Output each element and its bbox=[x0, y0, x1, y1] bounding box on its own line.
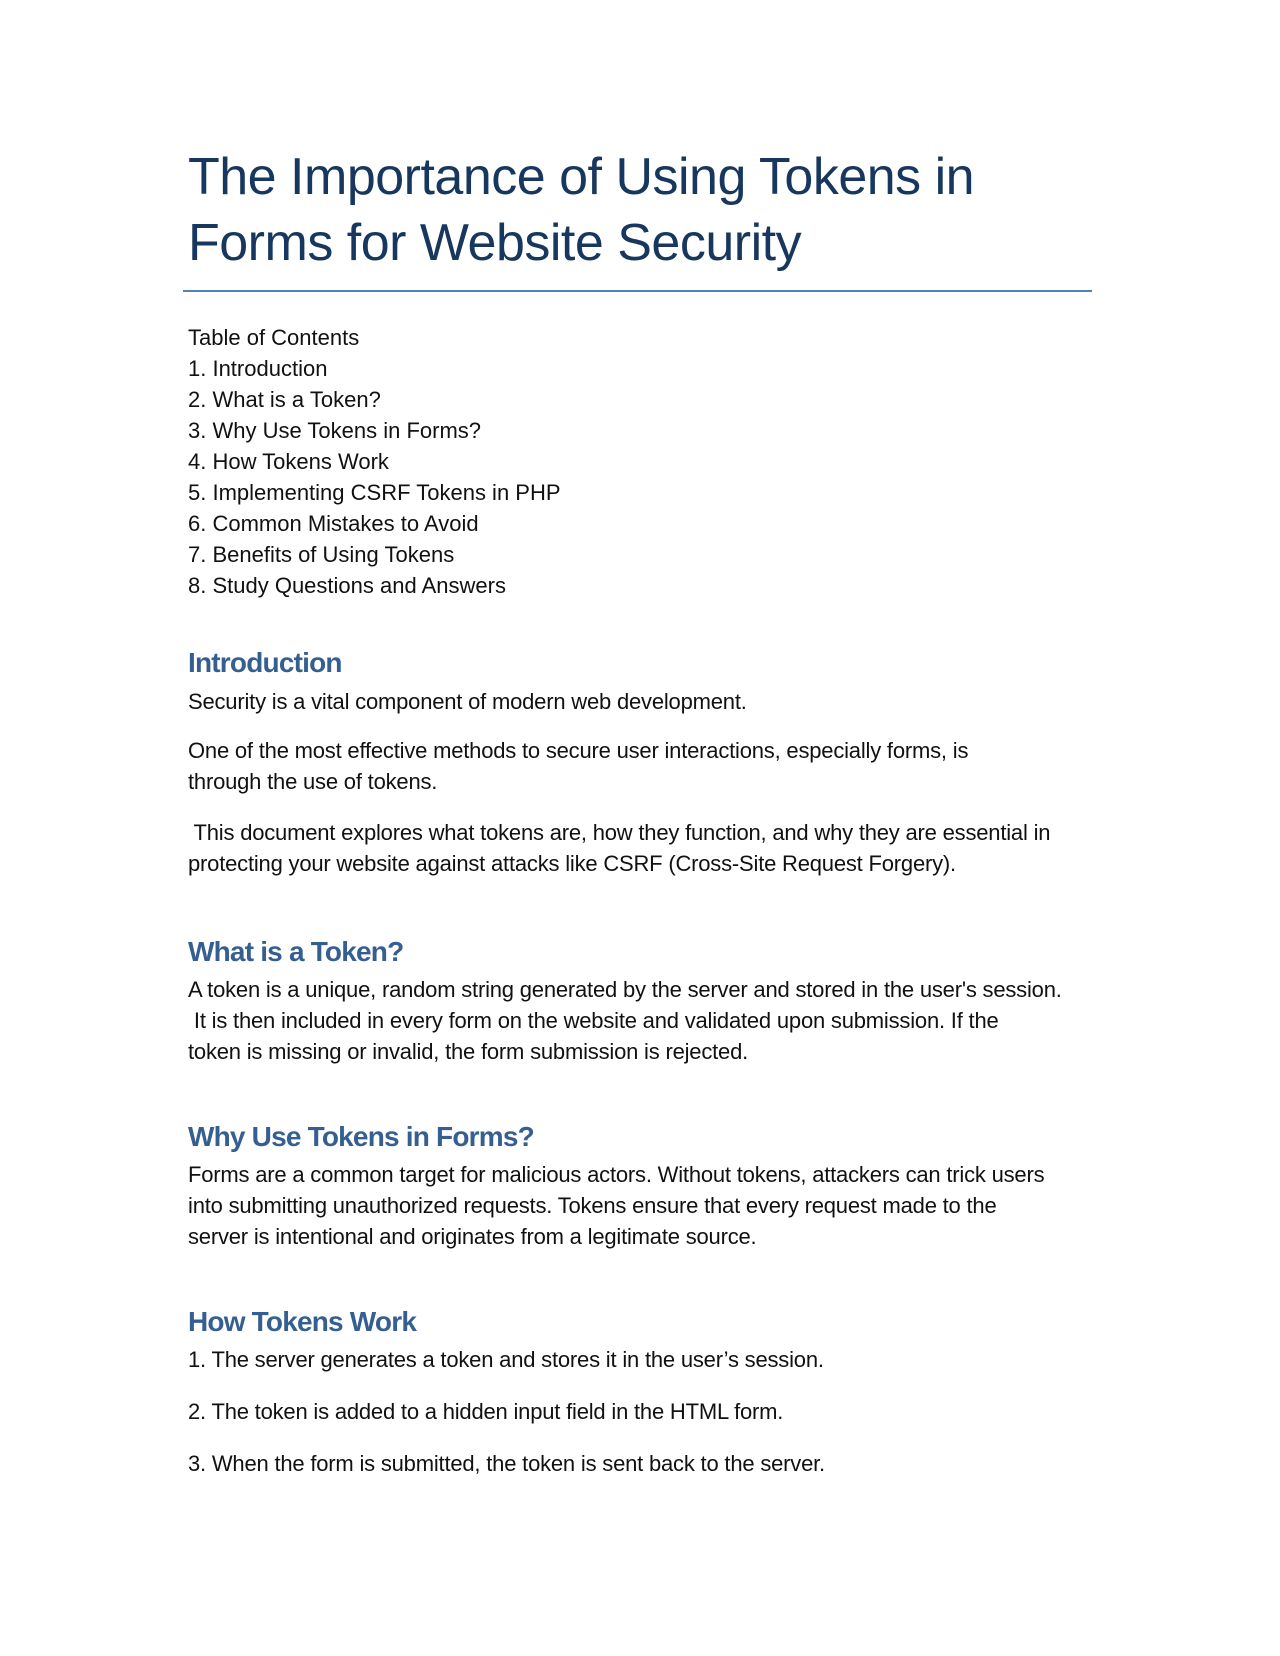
toc-item-common-mistakes: 6. Common Mistakes to Avoid bbox=[188, 511, 479, 536]
toc-item-how-tokens-work: 4. How Tokens Work bbox=[188, 449, 389, 474]
section-heading-why-use-tokens: Why Use Tokens in Forms? bbox=[188, 1121, 534, 1152]
token-p1-line-3: token is missing or invalid, the form submission is rejected. bbox=[188, 1039, 749, 1064]
intro-paragraph-2 bbox=[188, 735, 1108, 797]
intro-paragraph-1 bbox=[188, 686, 1108, 717]
how-step-3 bbox=[188, 1448, 1108, 1479]
why-use-paragraph bbox=[188, 1159, 1108, 1252]
how-step-2 bbox=[188, 1396, 1108, 1427]
intro-p3-line-2: protecting your website against attacks like CSRF (Cross-Site Request Forgery). bbox=[188, 851, 956, 876]
intro-p2-line-2: through the use of tokens. bbox=[188, 769, 438, 794]
table-of-contents bbox=[188, 322, 561, 601]
why-p1-line-1: Forms are a common target for malicious actors. Without tokens, attackers can trick users bbox=[188, 1162, 1045, 1187]
how-step-3-text: 3. When the form is submitted, the token is sent back to the server. bbox=[188, 1451, 825, 1476]
intro-p2-line-1: One of the most effective methods to secure user interactions, especially forms, is bbox=[188, 738, 969, 763]
token-p1-line-2: It is then included in every form on the website and validated upon submission. If the bbox=[188, 1008, 999, 1033]
document-title bbox=[188, 144, 1088, 276]
section-heading-introduction: Introduction bbox=[188, 647, 342, 678]
title-divider bbox=[183, 290, 1092, 292]
how-step-2-text: 2. The token is added to a hidden input field in the HTML form. bbox=[188, 1399, 784, 1424]
section-heading-how-tokens-work: How Tokens Work bbox=[188, 1306, 417, 1337]
title-line-2: Forms for Website Security bbox=[188, 214, 802, 272]
toc-heading: Table of Contents bbox=[188, 325, 360, 350]
title-line-1: The Importance of Using Tokens in bbox=[188, 148, 975, 206]
how-step-1-text: 1. The server generates a token and stores it in the user’s session. bbox=[188, 1347, 824, 1372]
token-paragraph bbox=[188, 974, 1108, 1067]
toc-item-implementing-csrf: 5. Implementing CSRF Tokens in PHP bbox=[188, 480, 561, 505]
token-p1-line-1: A token is a unique, random string generated by the server and stored in the user's session. bbox=[188, 977, 1062, 1002]
intro-p3-line-1: This document explores what tokens are, how they function, and why they are essential in bbox=[188, 820, 1051, 845]
how-step-1 bbox=[188, 1344, 1108, 1375]
intro-paragraph-3 bbox=[188, 817, 1108, 879]
intro-p1-line-1: Security is a vital component of modern web development. bbox=[188, 689, 747, 714]
section-heading-what-is-token: What is a Token? bbox=[188, 936, 404, 967]
toc-item-benefits: 7. Benefits of Using Tokens bbox=[188, 542, 455, 567]
toc-item-introduction: 1. Introduction bbox=[188, 356, 328, 381]
why-p1-line-3: server is intentional and originates from a legitimate source. bbox=[188, 1224, 757, 1249]
toc-item-what-is-token: 2. What is a Token? bbox=[188, 387, 381, 412]
toc-item-study-questions: 8. Study Questions and Answers bbox=[188, 573, 506, 598]
why-p1-line-2: into submitting unauthorized requests. Tokens ensure that every request made to the bbox=[188, 1193, 997, 1218]
toc-item-why-use-tokens: 3. Why Use Tokens in Forms? bbox=[188, 418, 482, 443]
